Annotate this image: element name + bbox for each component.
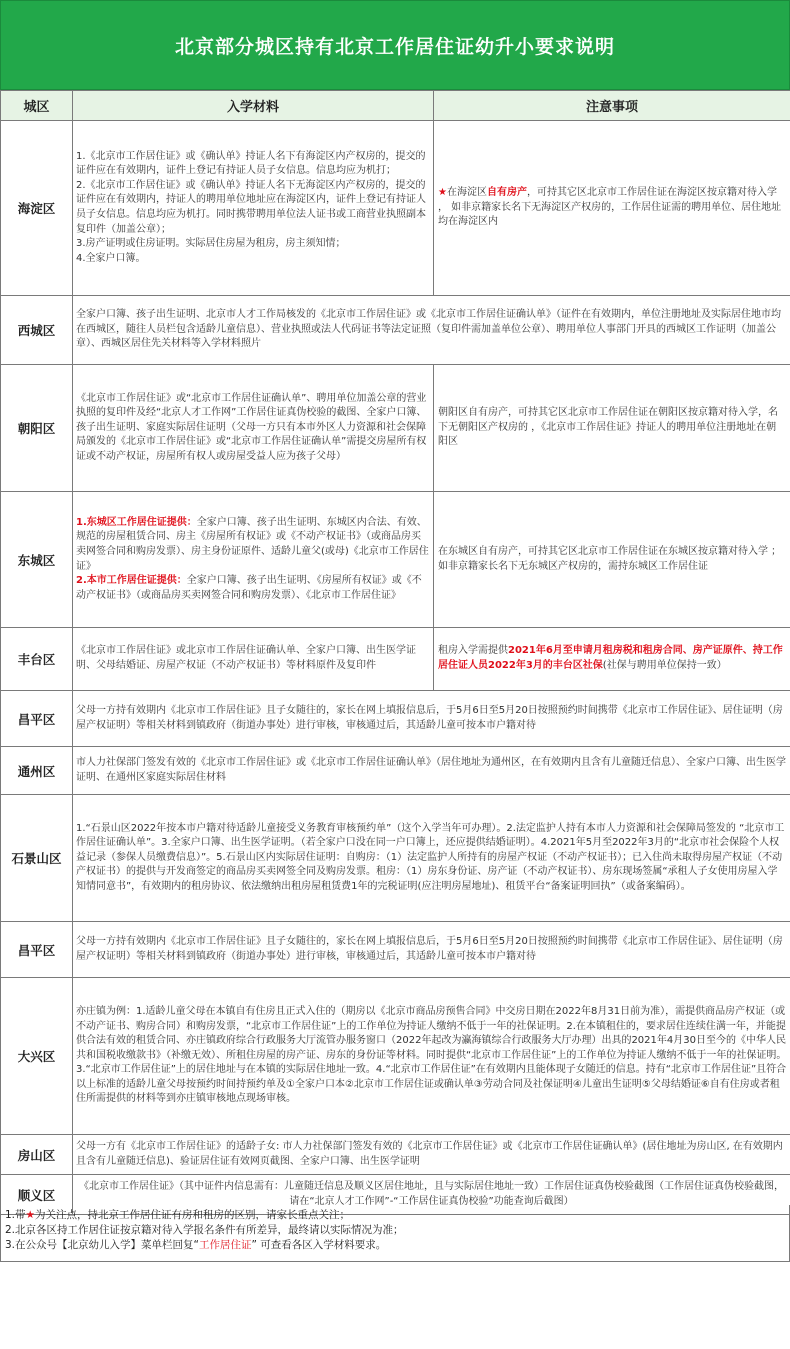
table-row-changping <box>1 691 790 747</box>
materials-cell <box>73 121 434 296</box>
district-cell: 海淀区 <box>1 121 73 296</box>
materials-item: 全家户口簿、孩子出生证明、《房屋所有权证》或《不动产权证书》（或商品房买卖网签合同和购房发票）、《北京市工作居住证》 <box>76 575 422 601</box>
materials-cell: 《北京市工作居住证》或北京市工作居住证确认单、全家户口簿、出生医学证明、父母结婚证、房屋产权证（不动产权证书）等材料原件及复印件 <box>73 628 434 691</box>
materials-cell: 市人力社保部门签发有效的《北京市工作居住证》或《北京市工作居住证确认单》（居住地址为通州区，在有效期内且含有儿童随迁信息）、全家户口簿、出生医学证明、在通州区家庭实际居住材料 <box>73 747 790 795</box>
header-materials: 入学材料 <box>73 91 434 121</box>
table-row-xicheng <box>1 296 790 365</box>
materials-item: 4.全家户口簿。 <box>76 252 146 264</box>
table-row-tongzhou <box>1 747 790 795</box>
materials-item: 3.房产证明或住房证明。实际居住房屋为租房，房主须知情； <box>76 238 346 250</box>
materials-cell: 父母一方持有效期内《北京市工作居住证》且子女随往的，家长在网上填报信息后，于5月6日至5月20日按照预约时间携带《北京市工作居住证》、居住证明（房屋产权证明）等相关材料到镇政府（街道办事处）进行审核，审核通过后，其适龄儿童可按本市户籍对待 <box>73 691 790 747</box>
materials-cell: 父母一方持有效期内《北京市工作居住证》且子女随往的，家长在网上填报信息后，于5月6日至5月20日按照预约时间携带《北京市工作居住证》、居住证明（房屋产权证明）等相关材料到镇政府（街道办事处）进行审核，审核通过后，其适龄儿童可按本市户籍对待 <box>73 922 790 978</box>
footer-line <box>5 1238 785 1253</box>
footer-highlight: 工作居住证 <box>198 1239 252 1251</box>
district-cell: 朝阳区 <box>1 365 73 492</box>
page-title: 北京部分城区持有北京工作居住证幼升小要求说明 <box>174 35 615 58</box>
header-notes: 注意事项 <box>434 91 790 121</box>
materials-cell: 全家户口簿、孩子出生证明、北京市人才工作局核发的《北京市工作居住证》或《北京市工作居住证确认单》（证件在有效期内，单位注册地址及实际居住地市均在西城区，随往人员栏包含适龄儿童信息）、营业执照或法人代码证书等法定证照（复印件需加盖单位公章）、聘用单位人事部门开具的西城区工作证明（加盖公章）、西城区居住先关材料等入学材料照片 <box>73 296 790 365</box>
materials-cell: 父母一方有《北京市工作居住证》的适龄子女: 市人力社保部门签发有效的《北京市工作居住证》或《北京市工作居住证确认单》(居住地址为房山区, 在有效期内且含有儿童随迁信息)、验证居住证有效网页截图、全家户口簿、出生医学证明 <box>73 1135 790 1175</box>
materials-cell <box>73 492 434 628</box>
footer-text: 3.在公众号【北京幼儿入学】菜单栏回复“ <box>5 1239 199 1251</box>
table-row-dongcheng <box>1 492 790 628</box>
district-cell: 丰台区 <box>1 628 73 691</box>
materials-heading: 2.本市工作居住证提供： <box>76 575 187 587</box>
notes-highlight: 自有房产 <box>486 187 527 199</box>
table-row-changping <box>1 922 790 978</box>
materials-item: 1.《北京市工作居住证》或《确认单》持证人名下有海淀区内产权房的，提交的证件应在有效期内，证件上登记有持证人员子女信息。信息均应为机打； <box>76 150 426 177</box>
table-row-chaoyang <box>1 365 790 492</box>
materials-item: 全家户口簿、孩子出生证明、东城区内合法、有效、规范的房屋租赁合同、房主《房屋所有权证》或《不动产权证书》（或商品房买卖网签合同和购房发票）、房主身份证原件、适龄儿童父(或母)《北京市工作居住证》 <box>76 516 429 572</box>
district-cell: 东城区 <box>1 492 73 628</box>
notes-text: 在海淀区 <box>446 187 487 199</box>
materials-cell: 《北京市工作居住证》或“北京市工作居住证确认单”、聘用单位加盖公章的营业执照的复印件及经“北京人才工作网”工作居住证真伪校验的截图、全家户口簿、孩子出生证明、家庭实际居住证明（父母一方只有本市外区人力资源和社会保障局颁发的《北京市工作居住证》或“北京市工作居住证确认单”需提交房屋所有权证或不动产权证，房屋所有权人或房屋受益人应为孩子父母） <box>73 365 434 492</box>
footer-line: 2.北京各区持工作居住证按京籍对待入学报名条件有所差异，最终请以实际情况为准； <box>5 1224 404 1236</box>
notes-text: (社保与聘用单位保持一致） <box>602 660 727 671</box>
footer-text: 1.带 <box>5 1209 26 1221</box>
district-cell: 石景山区 <box>1 795 73 922</box>
district-cell: 西城区 <box>1 296 73 365</box>
district-cell: 通州区 <box>1 747 73 795</box>
table-header-row <box>1 91 790 121</box>
district-cell: 大兴区 <box>1 978 73 1135</box>
table-row-fengtai <box>1 628 790 691</box>
materials-item: 2.《北京市工作居住证》或《确认单》持证人名下无海淀区内产权房的，提交的证件应在有效期内，持证人的聘用单位地址应在海淀区内，证件上登记有持证人员子女信息。信息均应为机打。同时携带聘用单位法人证书或工商营业执照副本复印件（加盖公章）； <box>76 179 426 235</box>
notes-cell: 朝阳区自有房产，可持其它区北京市工作居住证在朝阳区按京籍对待入学，名下无朝阳区产权房的 ，《北京市工作居住证》持证人的聘用单位注册地址在朝阳区 <box>434 365 790 492</box>
footer-notes <box>0 1205 790 1262</box>
requirements-table <box>0 90 790 1215</box>
notes-text: ，可持其它区北京市工作居住证在海淀区按京籍对待入学 ， 如非京籍家长名下无海淀区产权房的，工作居住证需的聘用单位、居住地址均在海淀区内 <box>438 187 782 228</box>
header-district: 城区 <box>1 91 73 121</box>
notes-highlight: 2021年6月至申请月租房税和租房合同、房产证原件、持工作居住证人员2022年3月的丰台区社保 <box>438 645 783 671</box>
materials-cell: 1.“石景山区2022年按本市户籍对待适龄儿童接受义务教育审核预约单”（这个入学当年可办理）。2.法定监护人持有本市人力资源和社会保障局签发的 “北京市工作居住证确认单”。3.全家户口簿、出生医学证明。（若全家户口没在同一户口簿上，还应提供结婚证明）。4.2021年5月至2022年3月的“北京市社会保险个人权益记录（参保人员缴费信息）”。5.石景山区内实际居住证明：自购房：（1）法定监护人所持有的房屋产权证（不动产权证书）；已入住尚未取得房屋产权证（不动产权证书）的提供与开发商签定的商品房买卖网签全同及购房发票。租房：（1）房东身份证、房产证（不动产权证书）、房东现场签属“承租人子女使用房屋入学知情同意书”，有效期内的租房协议、依法缴纳出租房屋租赁费1年的完税证明(应注明房屋地址)、租赁平台“备案证明回执”（或备案编码）。 <box>73 795 790 922</box>
footer-text: 为关注点，持北京工作居住证有房和租房的区别，请家长重点关注； <box>34 1209 350 1221</box>
star-icon: ★ <box>25 1209 35 1221</box>
materials-cell: 亦庄镇为例：1.适龄儿童父母在本镇自有住房且正式入住的（期房以《北京市商品房预售合同》中交房日期在2022年8月31日前为准），需提供商品房产权证（或不动产证书、购房合同）和购房发票，“北京市工作居住证”上的工作单位为持证人缴纳不低于一年的社保证明。2.在本镇租住的，要求居住连续住满一年，并能提供合法有效的租赁合同、亦庄镇政府综合行政服务大厅流管办服务窗口（2022年起改为瀛海镇综合行政服务大厅办理）出具的2021年4月30日至今的《中华人民共和国税收缴款书》（补缴无效）、所租住房屋的房产证、房东的身份证等材料。同时提供“北京市工作居住证”上的工作单位为持证人缴纳不低于一年的社保证明。3.“北京市工作居住证”上的居住地址与在本镇的实际居住地址一致。4.“北京市工作居住证”在有效期内且能体现子女随迁的信息。持有“北京市工作居住证”且符合以上标准的适龄儿童父母按预约时间持预约单及①全家户口本②北京市工作居住证或确认单③劳动合同及社保证明④儿童出生证明⑤父母结婚证⑥自有住房或者租住所需提供的材料等到亦庄镇审核地点现场审核。 <box>73 978 790 1135</box>
title-banner <box>0 0 790 90</box>
table-row-daxing <box>1 978 790 1135</box>
district-cell: 昌平区 <box>1 922 73 978</box>
footer-text: ” 可查看各区入学材料要求。 <box>251 1239 387 1251</box>
table-row-fangshan <box>1 1135 790 1175</box>
materials-cell: 《北京市工作居住证》（其中证件内信息需有：儿童随迁信息及顺义区居住地址，且与实际居住地址一致）工作居住证真伪校验截图（工作居住证真伪校验截图，请在“北京人才工作网”-“工作居住证真伪校验”功能查询后截图） <box>73 1175 790 1215</box>
district-cell: 昌平区 <box>1 691 73 747</box>
notes-cell: 在东城区自有房产，可持其它区北京市工作居住证在东城区按京籍对待入学 ；如非京籍家长名下无东城区产权房的，需持东城区工作居住证 <box>434 492 790 628</box>
district-cell: 房山区 <box>1 1135 73 1175</box>
table-row-haidian <box>1 121 790 296</box>
notes-cell <box>434 121 790 296</box>
footer-line <box>5 1208 785 1223</box>
district-cell: 顺义区 <box>1 1175 73 1215</box>
notes-text: 租房入学需提供 <box>438 645 508 657</box>
star-icon: ★ <box>438 187 447 199</box>
notes-cell <box>434 628 790 691</box>
materials-heading: 1.东城区工作居住证提供： <box>76 516 197 528</box>
table-row-shijingshan <box>1 795 790 922</box>
